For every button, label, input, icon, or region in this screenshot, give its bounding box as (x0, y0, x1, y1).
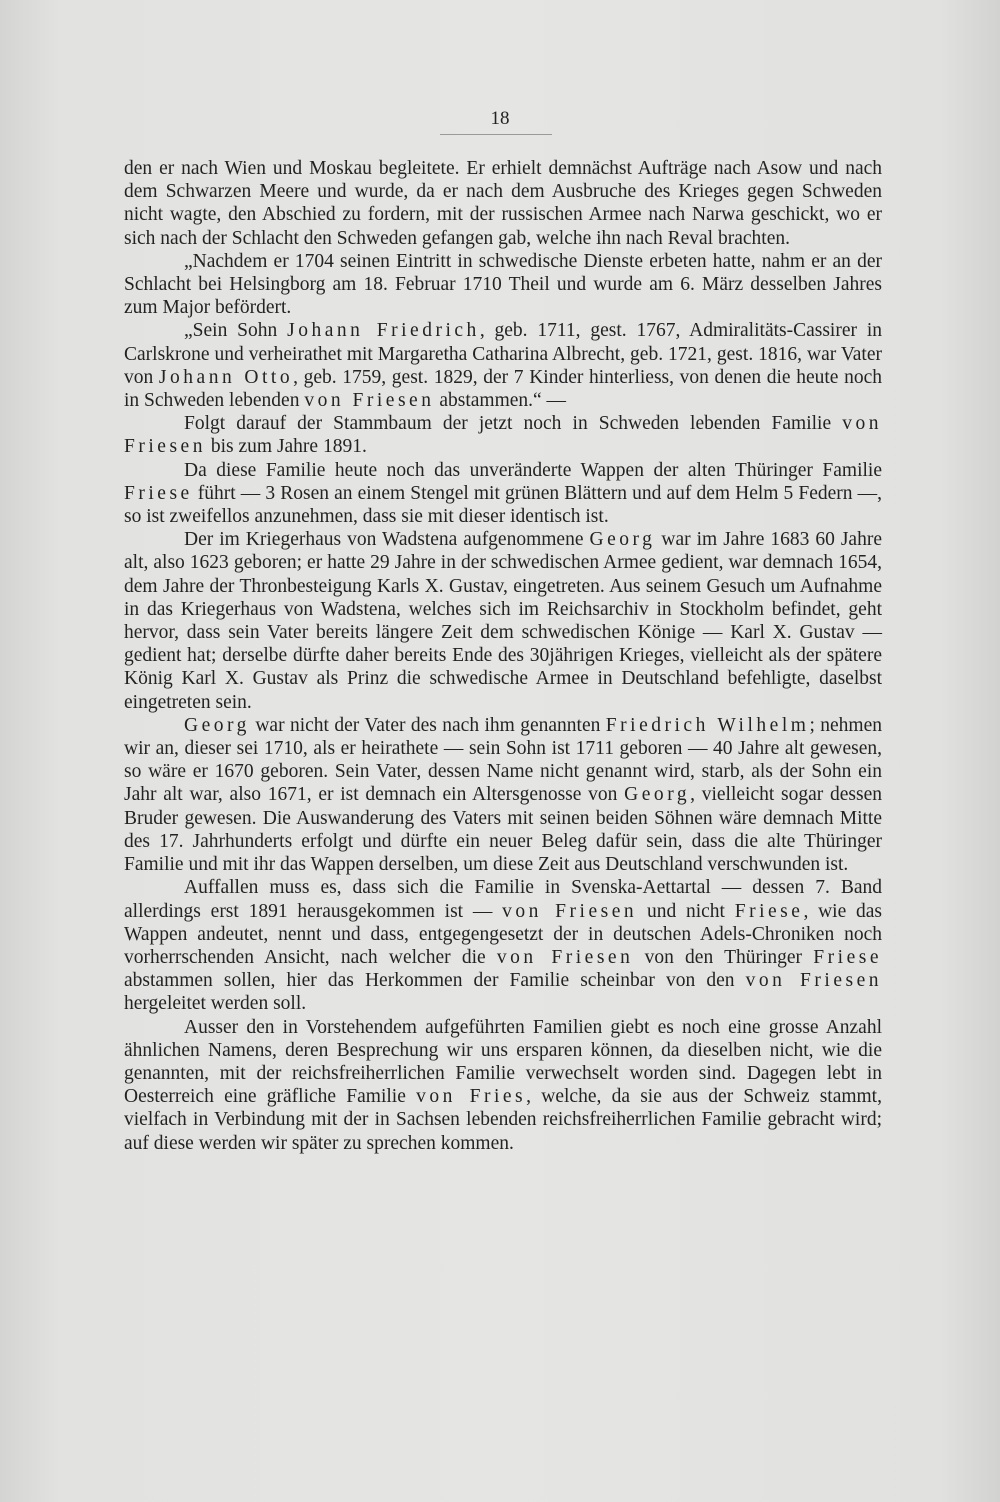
spaced-name: von Friesen (304, 390, 435, 412)
spaced-name: Georg (184, 714, 250, 736)
text-run: , vielleicht sogar dessen Bruder gewesen. Die Auswanderung des Vaters mit seinen beiden Söhnen wäre demnach Mitte des 17. Jahrhunderts erfolgt und dürfte ein neuer Beleg dafür sein, dass die alte Thüringer Familie und mit ihr das Wappen derselben, um diese Zeit aus Deutschland verschwunden ist. (124, 784, 883, 876)
paragraph (124, 876, 882, 1015)
text-run: war nicht der Vater des nach ihm genannten (249, 714, 606, 736)
spaced-name: Johann Otto (158, 366, 294, 388)
spaced-name: von Friesen (496, 946, 634, 968)
text-run: hergeleitet werden soll. (124, 993, 307, 1015)
spaced-name: von Friesen (124, 413, 882, 458)
text-run: den er nach Wien und Moskau begleitete. Er erhielt demnächst Aufträge nach Asow und nach dem Schwarzen Meere und wurde, da er nach dem Ausbruche des Krieges gegen Schweden nicht wagte, den Abschied zu fordern, mit der russischen Armee nach Narwa geschickt, wo er sich nach der Schlacht den Schweden gefangen gab, welche ihn nach Reval brachten. (124, 158, 882, 249)
text-run: Ausser den in Vorstehendem aufgeführten Familien giebt es noch eine grosse Anzahl ähnlichen Namens, deren Besprechung wir uns ersparen können, da dieselben nicht, wie die genannten, mit der reichsfreiherrlichen Familie verwechselt worden sind. Dagegen lebt in Oesterreich eine gräfliche Familie (124, 1016, 882, 1108)
text-run: „Sein Sohn (184, 320, 288, 342)
spaced-name: Georg (589, 529, 656, 551)
spaced-name: von Friesen (502, 900, 638, 922)
text-run: , welche, da sie aus der Schweiz stammt, vielfach in Verbindung mit der in Sachsen lebenden reichsfreiherrlichen Familie gebracht wird; auf diese werden wir später zu sprechen kommen. (124, 1086, 882, 1154)
spaced-name: Friedrich Wilhelm (605, 714, 810, 736)
paragraph (124, 459, 882, 529)
text-run: ; nehmen wir an, dieser sei 1710, als er heirathete — sein Sohn ist 1711 geboren — 40 Jahre alt gewesen, so wäre er 1670 geboren. Sein Vater, dessen Name nicht genannt wird, starb, als der Sohn ein Jahr alt war, also 1671, er ist demnach ein Altersgenosse von (124, 714, 882, 806)
spaced-name: Friese (124, 482, 193, 504)
spaced-name: von Friesen (745, 970, 883, 992)
spaced-name: Friese (734, 900, 804, 922)
text-run: und nicht (637, 900, 735, 922)
header-rule (440, 134, 552, 135)
paragraph (124, 412, 882, 458)
text-run: , geb. 1759, gest. 1829, der 7 Kinder hinterliess, von denen die heute noch in Schweden lebenden (124, 366, 883, 412)
spaced-name: von Fries (416, 1086, 527, 1108)
paragraph (124, 250, 882, 320)
text-run: , wie das Wappen andeutet, nennt und dass, entgegengesetzt der in deutschen Adels-Chroniken noch vorherrschenden Ansicht, nach welcher die (124, 900, 882, 968)
text-run: Auffallen muss es, dass sich die Familie in Svenska-Aettartal — dessen 7. Band allerdings erst 1891 herausgekommen ist — (124, 877, 882, 922)
spaced-name: Georg (624, 784, 691, 806)
text-run: bis zum Jahre 1891. (205, 436, 367, 458)
paragraph (124, 157, 882, 250)
paragraph (124, 1016, 882, 1155)
body-text (124, 157, 882, 1155)
text-run: war im Jahre 1683 60 Jahre alt, also 1623 geboren; er hatte 29 Jahre in der schwedischen Armee gedient, war demnach 1654, dem Jahre der Thronbesteigung Karls X. Gustav, eingetreten. Aus seinem Gesuch um Aufnahme in das Kriegerhaus von Wadstena, welches sich im Reichsarchiv in Stockholm befindet, geht hervor, dass sein Vater bereits längere Zeit dem schwedischen Könige — Karl X. Gustav — gedient hat; derselbe dürfte daher bereits Ende des 30jährigen Krieges, vielleicht als der spätere König Karl X. Gustav als Prinz die schwedische Armee in Deutschland befehligte, daselbst eingetreten sein. (124, 529, 882, 713)
text-run: , geb. 1711, gest. 1767, Admiralitäts-Cassirer in Carlskrone und verheirathet mit Margaretha Catharina Albrecht, geb. 1721, gest. 1816, war Vater von (124, 320, 882, 388)
text-run: von den Thüringer (633, 946, 814, 968)
paragraph (124, 714, 882, 876)
text-run: Da diese Familie heute noch das unveränderte Wappen der alten Thüringer Familie (184, 459, 882, 481)
spaced-name: Johann Friedrich (287, 320, 480, 342)
text-run: abstammen sollen, hier das Herkommen der Familie scheinbar von den (124, 970, 746, 992)
paragraph (124, 528, 882, 714)
text-run: „Nachdem er 1704 seinen Eintritt in schwedische Dienste erbeten hatte, nahm er an der Schlacht bei Helsingborg am 18. Februar 1710 Theil und wurde am 6. März desselben Jahres zum Major befördert. (124, 250, 882, 319)
spaced-name: Friese (813, 946, 882, 968)
text-run: führt — 3 Rosen an einem Stengel mit grünen Blättern und auf dem Helm 5 Federn —, so ist zweifellos anzunehmen, dass sie mit dieser identisch ist. (124, 482, 882, 528)
text-run: abstammen.“ — (434, 390, 567, 412)
text-run: Folgt darauf der Stammbaum der jetzt noch in Schweden lebenden Familie (184, 413, 843, 435)
text-run: Der im Kriegerhaus von Wadstena aufgenommene (184, 529, 590, 551)
paragraph (124, 319, 882, 412)
page-number: 18 (490, 108, 510, 129)
